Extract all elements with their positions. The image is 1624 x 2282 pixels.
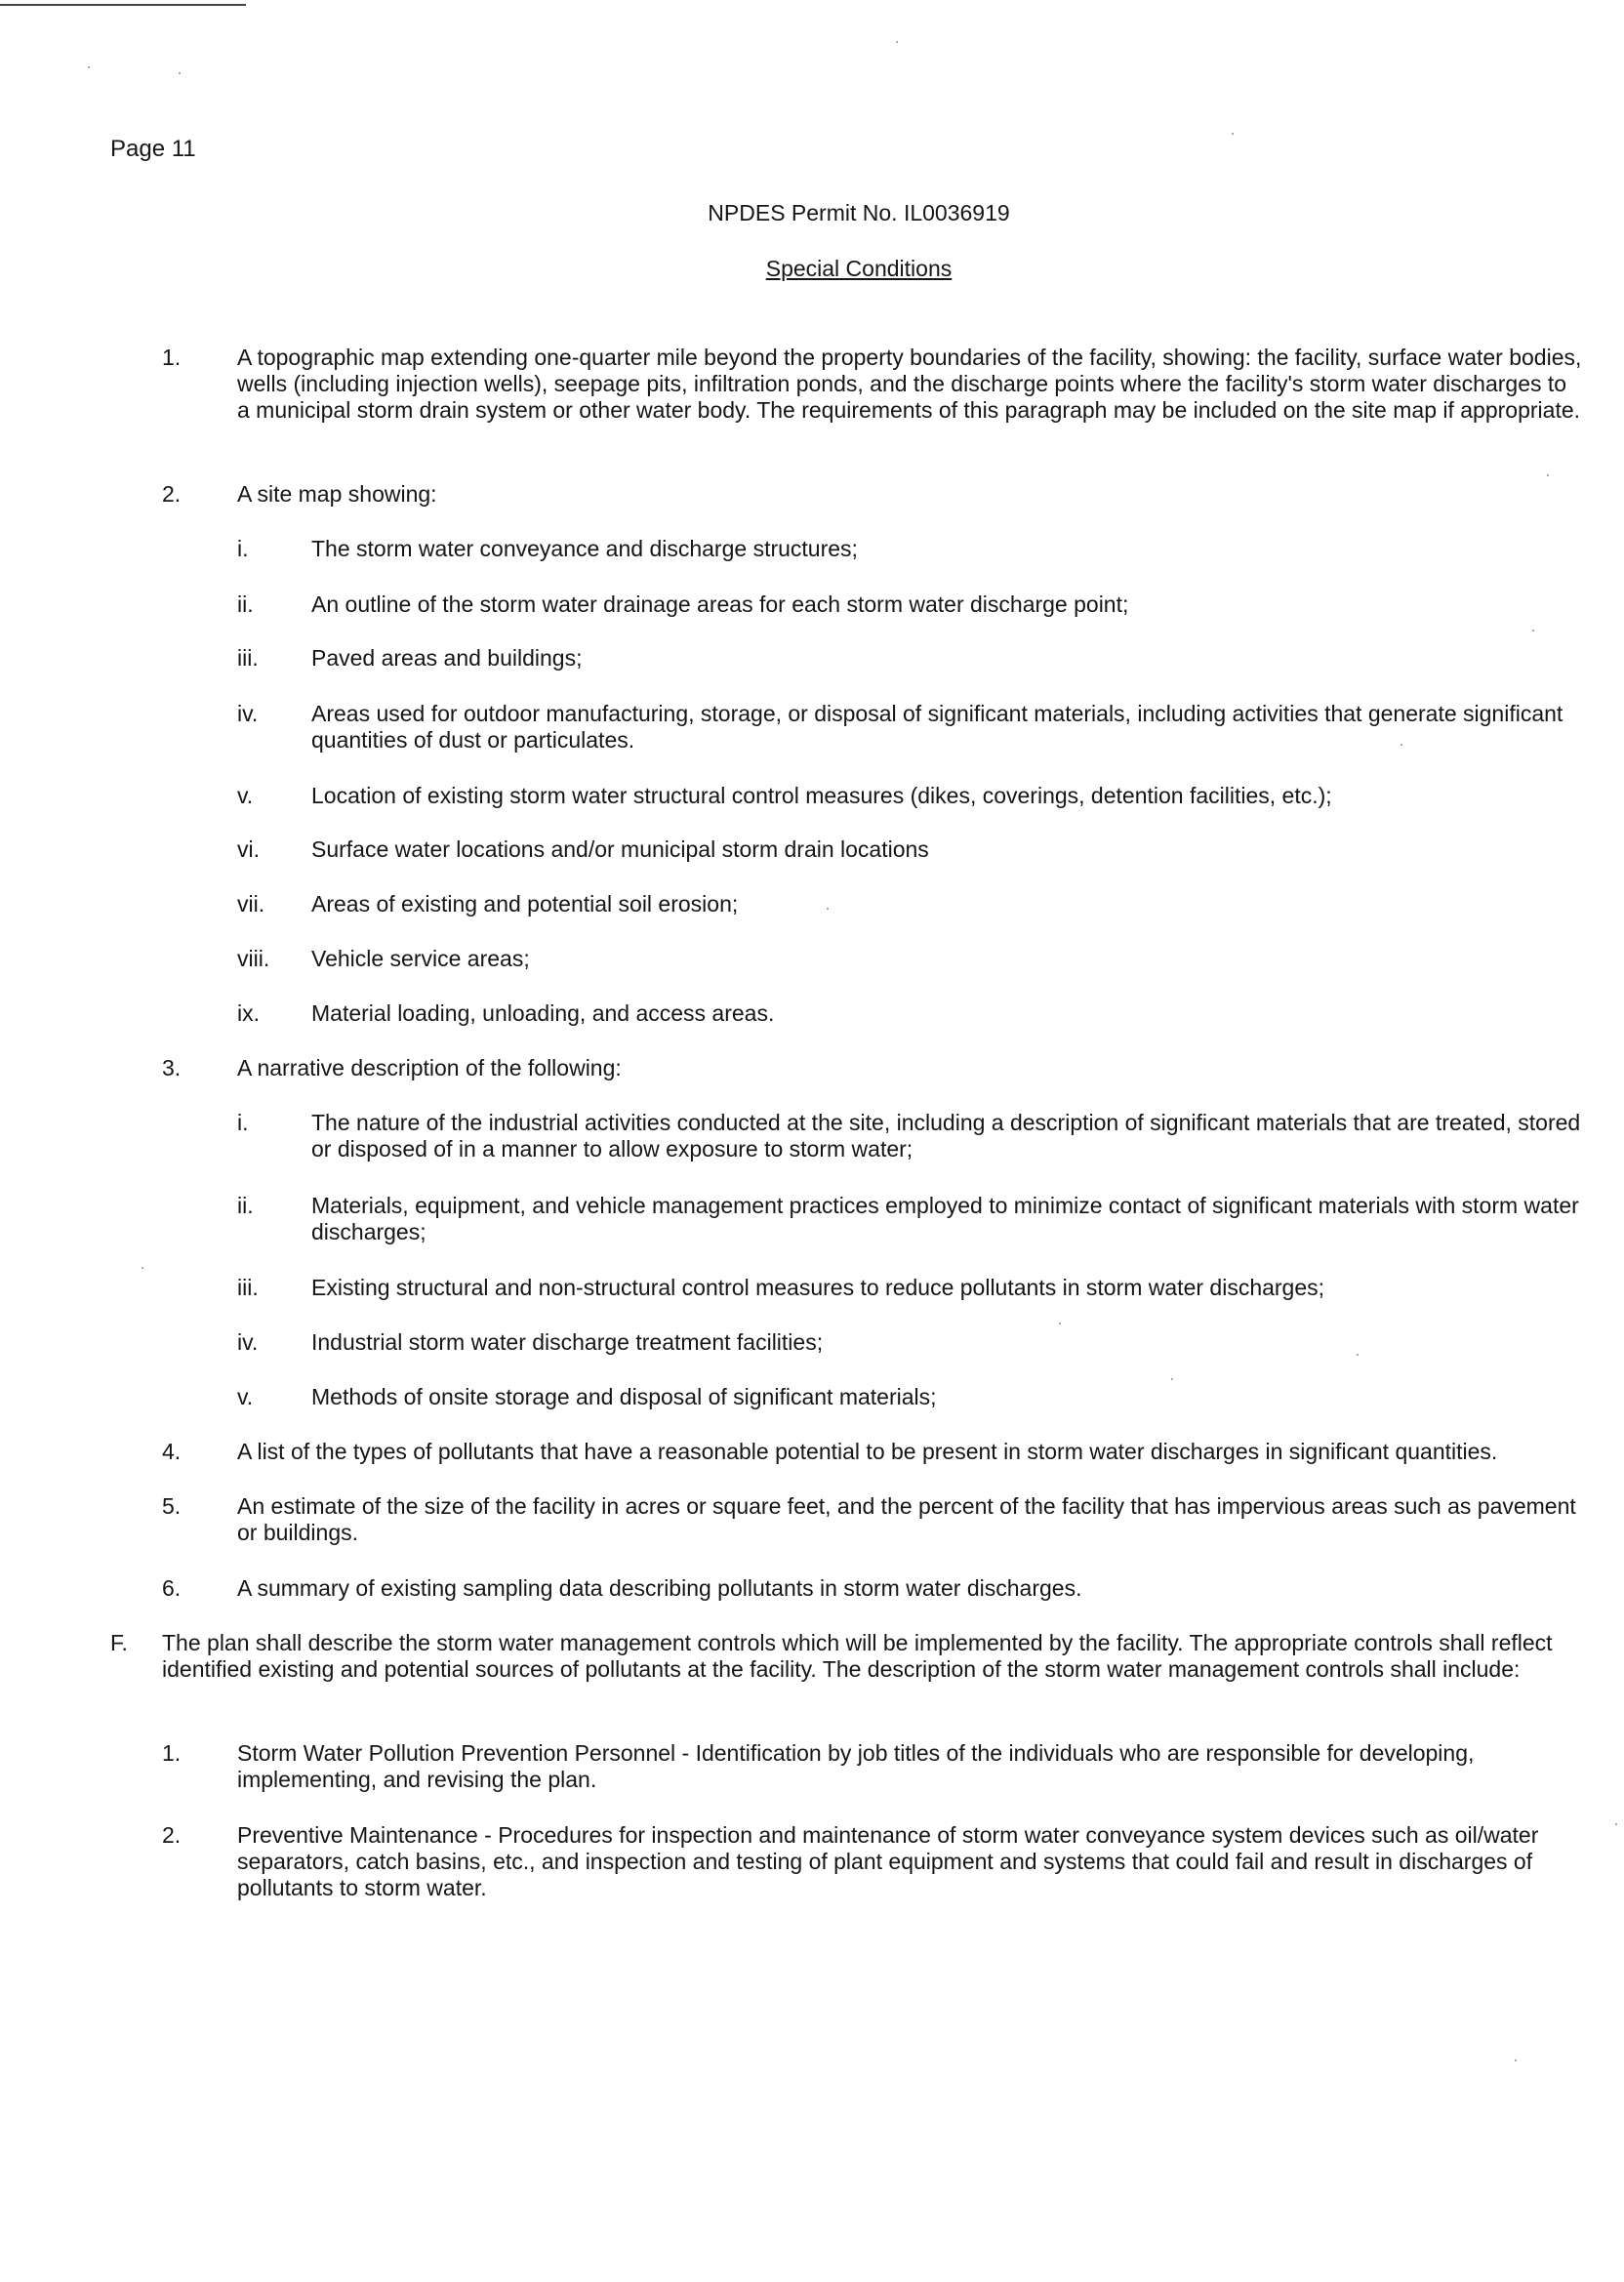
section-title: Special Conditions [765,256,953,281]
scan-speck [1547,474,1549,476]
item-text: The storm water conveyance and discharge structures; [311,536,858,561]
item-number: 6. [162,1575,182,1601]
item-text: The nature of the industrial activities conducted at the site, including a description of significant materials that are treated, stored or disposed of in a manner to allow exposure to storm water; [311,1110,1581,1161]
scan-speck [142,1267,143,1269]
item-text: Areas of existing and potential soil erosion; [311,891,739,917]
item-text: A summary of existing sampling data describing pollutants in storm water discharges. [237,1575,1082,1601]
item-text: An estimate of the size of the facility in acres or square feet, and the percent of the facility that has impervious areas such as pavement or buildings. [237,1493,1576,1545]
scan-speck [1171,1378,1173,1380]
scan-speck [896,41,898,43]
section-letter: F. [110,1630,128,1655]
page-number: Page 11 [110,136,196,162]
item-text: Preventive Maintenance - Procedures for inspection and maintenance of storm water conveyance system devices such as oil/water separators, catch basins, etc., and inspection and testing of plant equipment and systems that could fail and result in discharges of pollutants to storm water. [237,1822,1539,1900]
scan-speck [1232,133,1234,135]
item-number: iv. [237,701,259,726]
scan-speck [827,908,829,910]
item-text: Storm Water Pollution Prevention Personnel - Identification by job titles of the individuals who are responsible for developing, implementing, and revising the plan. [237,1740,1475,1792]
item-number: ii. [237,591,254,617]
section-text: The plan shall describe the storm water management controls which will be implemented by the facility. The appropriate controls shall reflect identified existing and potential sources of pollutants at the facility. The description of the storm water management controls shall include: [162,1630,1553,1682]
item-text: Existing structural and non-structural control measures to reduce pollutants in storm water discharges; [311,1275,1325,1300]
item-number: v. [237,1384,254,1409]
item-text: Areas used for outdoor manufacturing, storage, or disposal of significant materials, including activities that generate significant quantities of dust or particulates. [311,701,1563,753]
item-number: ii. [237,1193,254,1218]
item-number: 3. [162,1055,182,1080]
item-number: 1. [162,345,182,370]
scan-speck [1401,744,1402,746]
item-number: vii. [237,891,265,917]
item-text: Materials, equipment, and vehicle management practices employed to minimize contact of significant materials with storm water discharges; [311,1193,1579,1244]
scan-speck [179,72,181,74]
item-number: iv. [237,1329,259,1355]
item-text: Vehicle service areas; [311,946,530,971]
scan-speck [1532,630,1534,632]
scan-speck [1515,2059,1517,2061]
scan-speck [1059,1323,1061,1324]
scan-speck [88,66,90,68]
item-text: Material loading, unloading, and access areas. [311,1000,775,1026]
scan-speck [1615,1823,1617,1825]
item-text: An outline of the storm water drainage areas for each storm water discharge point; [311,591,1129,617]
item-text: Methods of onsite storage and disposal of significant materials; [311,1384,937,1409]
item-text: A narrative description of the following: [237,1055,622,1080]
item-text: Industrial storm water discharge treatment facilities; [311,1329,824,1355]
item-number: 4. [162,1439,182,1464]
item-number: viii. [237,946,270,971]
top-rule [0,4,246,6]
item-text: Surface water locations and/or municipal storm drain locations [311,836,929,862]
item-number: 2. [162,481,182,507]
item-number: i. [237,536,249,561]
item-number: 2. [162,1822,182,1848]
item-number: iii. [237,1275,259,1300]
item-number: ix. [237,1000,260,1026]
permit-number: NPDES Permit No. IL0036919 [708,200,1010,225]
item-number: i. [237,1110,249,1135]
item-number: vi. [237,836,260,862]
item-number: 5. [162,1493,182,1519]
item-number: iii. [237,645,259,671]
scan-speck [1357,1354,1359,1356]
item-number: 1. [162,1740,182,1766]
item-text: A topographic map extending one-quarter mile beyond the property boundaries of the facility, showing: the facility, surface water bodies, wells (including injection wells), seepage pits, infiltration ponds, and the discharge points where the facility's storm water discharges to a municipal storm drain system or other water body. The requirements of this paragraph may be included on the site map if appropriate. [237,345,1582,423]
item-number: v. [237,783,254,808]
item-text: Location of existing storm water structural control measures (dikes, coverings, detention facilities, etc.); [311,783,1332,808]
item-text: A list of the types of pollutants that have a reasonable potential to be present in storm water discharges in significant quantities. [237,1439,1498,1464]
item-text: Paved areas and buildings; [311,645,583,671]
item-text: A site map showing: [237,481,437,507]
